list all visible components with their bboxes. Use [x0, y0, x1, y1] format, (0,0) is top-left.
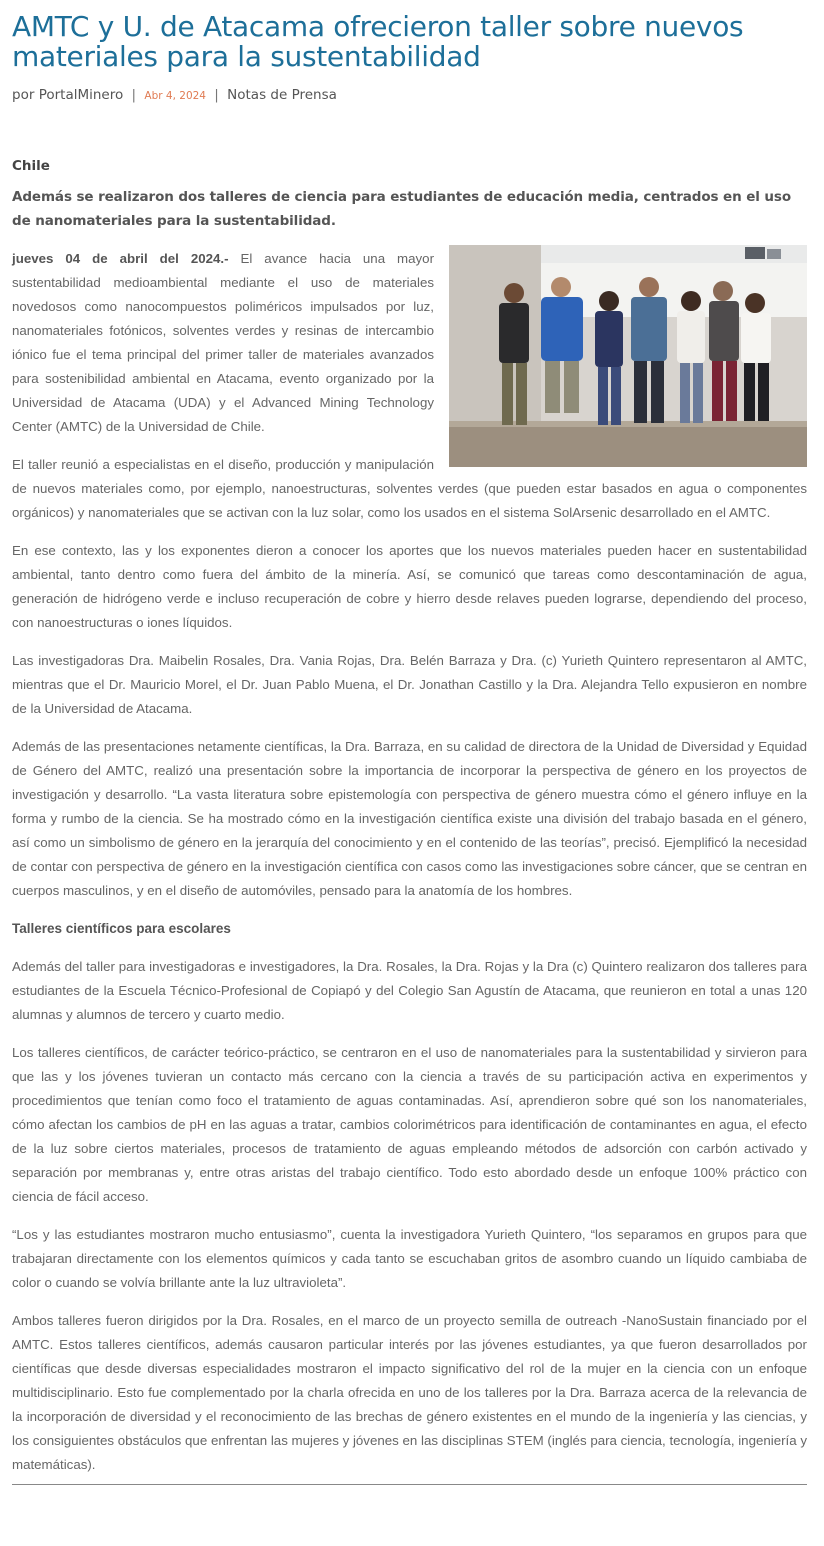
bottom-divider: [12, 1484, 807, 1485]
article-paragraph-5: Además de las presentaciones netamente científicas, la Dra. Barraza, en su calidad de directora de la Unidad de Diversidad y Equidad de Género del AMTC, realizó una presentación sobre la importancia de incorporar la perspectiva de género en los proyectos de investigación y desarrollo. “La vasta literatura sobre epistemología con perspectiva de género muestra cómo el género influye en la forma y rumbo de la ciencia. Se ha mostrado cómo en la investigación científica existe una división del trabajo basada en el género, así como un simbolismo de género en la jerarquía del conocimiento y en el contenido de las teorías”, precisó. Ejemplificó la necesidad de contar con perspectiva de género en la investigación científica con casos como las investigaciones sobre cáncer, que se centran en cuerpos masculinos, y en el diseño de automóviles, pensado para la anatomía de los hombres.: [12, 739, 807, 898]
article: [12, 0, 807, 1485]
meta-separator: |: [131, 87, 137, 103]
article-title: AMTC y U. de Atacama ofrecieron taller sobre nuevos materiales para la sustentabilidad: [12, 10, 744, 73]
article-paragraph-8: “Los y las estudiantes mostraron mucho entusiasmo”, cuenta la investigadora Yurieth Quintero, “los separamos en grupos para que trabajaran directamente con los elementos químicos y cada tanto se escuchaban gritos de asombro cuando un líquido cambiaba de color o cuando se volvía brillante ante la luz ultravioleta”.: [12, 1227, 807, 1290]
author-prefix: por: [12, 87, 35, 103]
group-photo-image: [449, 245, 807, 467]
lead-paragraph: Además se realizaron dos talleres de ciencia para estudiantes de educación media, centrados en el uso de nanomateriales para la sustentabilidad.: [12, 189, 792, 229]
article-paragraph-9: Ambos talleres fueron dirigidos por la Dra. Rosales, en el marco de un proyecto semilla de outreach -NanoSustain financiado por el AMTC. Estos talleres científicos, además causaron particular interés por las jóvenes estudiantes, ya que fueron desarrollados por científicas que desde diversas especialidades mostraron el impacto significativo del rol de la mujer en la ciencia con un enfoque multidisciplinario. Esto fue complementado por la charla ofrecida en uno de los talleres por la Dra. Barraza acerca de la relevancia de la incorporación de diversidad y el reconocimiento de las brechas de género existentes en el mundo de la ingeniería y las ciencias, y los consiguientes obstáculos que enfrentan las mujeres y jóvenes en las disciplinas STEM (inglés para ciencia, tecnología, ingeniería y matemáticas).: [12, 1313, 807, 1472]
article-paragraph-2: El taller reunió a especialistas en el diseño, producción y manipulación de nuevos materiales como, por ejemplo, nanoestructuras, solventes verdes (que pueden estar basados en agua o componentes orgánicos) y nanomateriales que se activan con la luz solar, como los usados en el sistema SolArsenic desarrollado en el AMTC.: [12, 457, 807, 520]
article-paragraph-4: Las investigadoras Dra. Maibelin Rosales, Dra. Vania Rojas, Dra. Belén Barraza y Dra. (c) Yurieth Quintero representaron al AMTC, mientras que el Dr. Mauricio Morel, el Dr. Juan Pablo Muena, el Dr. Jonathan Castillo y la Dra. Alejandra Tello expusieron en nombre de la Universidad de Atacama.: [12, 653, 807, 716]
author-link[interactable]: PortalMinero: [38, 87, 124, 103]
paragraph-1-text: El avance hacia una mayor sustentabilidad medioambiental mediante el uso de materiales novedosos como nanocompuestos poliméricos impulsados por luz, nanomateriales fotónicos, solventes verdes y resinas de intercambio iónico fue el tema principal del primer taller de materiales avanzados para sostenibilidad ambiental en Atacama, evento organizado por la Universidad de Atacama (UDA) y el Advanced Mining Technology Center (AMTC) de la Universidad de Chile.: [12, 251, 435, 434]
section-heading: Talleres científicos para escolares: [12, 921, 231, 936]
article-paragraph-6: Además del taller para investigadoras e investigadores, la Dra. Rosales, la Dra. Rojas y la Dra (c) Quintero realizaron dos talleres para estudiantes de la Escuela Técnico-Profesional de Copiapó y del Colegio San Agustín de Atacama, que reunieron en total a unas 120 alumnas y alumnos de tercero y cuarto medio.: [12, 959, 807, 1022]
dateline: jueves 04 de abril del 2024.-: [12, 251, 229, 266]
publish-date: Abr 4, 2024: [144, 90, 206, 102]
article-photo: [449, 245, 807, 467]
article-paragraph-7: Los talleres científicos, de carácter teórico-práctico, se centraron en el uso de nanomateriales para la sustentabilidad y sirvieron para que las y los jóvenes tuvieran un contacto más cercano con la ciencia a través de su participación activa en experimentos y procedimientos que tenían como foco el tratamiento de aguas contaminadas. Así, aprendieron sobre qué son los nanomateriales, cómo afectan los cambios de pH en las aguas a tratar, cambios colorimétricos para identificación de contaminantes en agua, el efecto de la luz sobre ciertos materiales, procesos de tratamiento de aguas empleando métodos de adsorción con carbón activado y separación por membranas y, entre otras aristas del trabajo científico. Todo esto abordado desde un enfoque 100% práctico con ciencia de fácil acceso.: [12, 1045, 807, 1204]
category-link[interactable]: Notas de Prensa: [227, 87, 337, 103]
location-label: Chile: [12, 158, 50, 174]
meta-separator: |: [214, 87, 219, 103]
article-paragraph-3: En ese contexto, las y los exponentes dieron a conocer los aportes que los nuevos materiales pueden hacer en sustentabilidad ambiental, tanto dentro como fuera del ámbito de la minería. Así, se comunicó que tareas como descontaminación de agua, generación de hidrógeno verde e incluso recuperación de cobre y hierro desde relaves pueden lograrse, dependiendo del proceso, con nanoestructuras o iones líquidos.: [12, 543, 807, 630]
article-meta: [12, 86, 807, 105]
